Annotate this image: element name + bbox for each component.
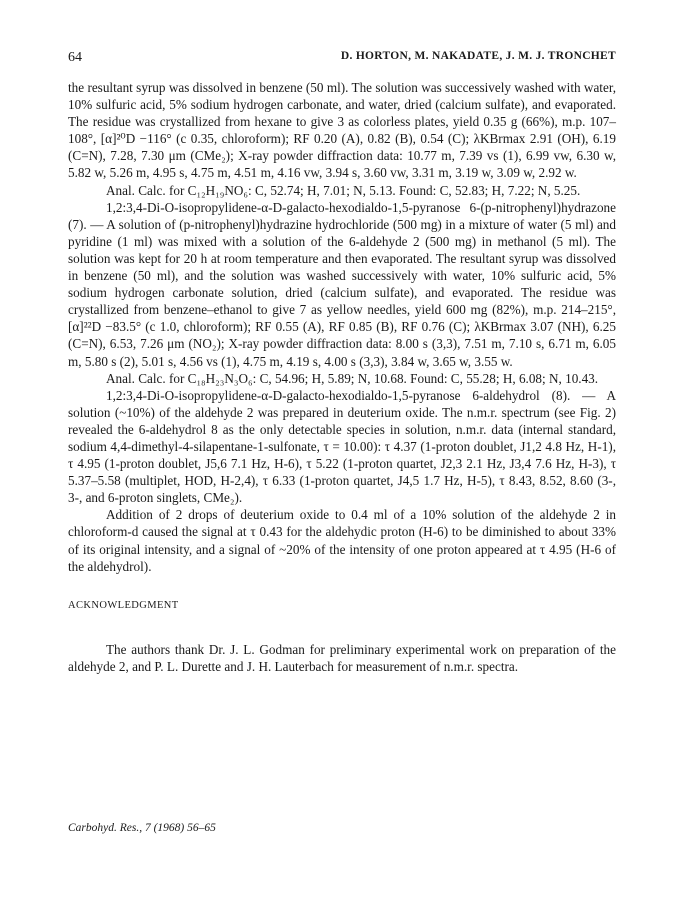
journal-citation-footer: Carbohyd. Res., 7 (1968) 56–65: [68, 822, 216, 834]
paragraph-analysis-7: Anal. Calc. for C₁₈H₂₃N₃O₆: C, 54.96; H, 5.89; N, 10.68. Found: C, 55.28; H, 6.08; N, 10.43.: [106, 370, 599, 386]
page-header: [68, 50, 616, 68]
page-number: 64: [68, 50, 82, 65]
paragraph-acknowledgment: The authors thank Dr. J. L. Godman for preliminary experimental work on preparation of the aldehyde 2, and P. L. Durette and J. H. Lauterbach for measurement of n.m.r. spectra.: [68, 641, 616, 674]
paragraph-hydrazone-7: 1,2:3,4-Di-O-isopropylidene-α-D-galacto-hexodialdo-1,5-pyranose 6-(p-nitrophenyl)hydrazone (7). — A solution of (p-nitrophenyl)hydrazine hydrochloride (500 mg) in a mixture of water (5 ml) and pyridine (1 ml) was mixed with a solution of the 6-aldehyde 2 (500 mg) in methanol (5 ml). The solution was kept for 20 h at room temperature and then evaporated. The resultant syrup was dissolved in benzene (50 ml), and the solution was washed successively with water, 10% sulfuric acid, 5% sodium hydrogen carbonate solution, dried (calcium sulfate), and evaporated. The residue was crystallized from benzene–ethanol to give 7 as yellow needles, yield 600 mg (82%), m.p. 214–215°, [α]²²D −83.5° (c 1.0, chloroform); RF 0.55 (A), RF 0.85 (B), RF 0.76 (C); λKBrmax 3.07 (NH), 6.25 (C=N), 6.53, 7.26 μm (NO₂); X-ray powder diffraction data: 8.00 s (3,3), 7.51 m, 7.10 s, 6.71 m, 6.05 m, 5.80 s (2), 5.01 s, 4.56 vs (1), 4.75 m, 4.19 s, 4.00 s (3,3), 3.84 w, 3.65 w, 3.55 w.: [68, 199, 616, 369]
paragraph-deuterium-exchange: Addition of 2 drops of deuterium oxide to 0.4 ml of a 10% solution of the aldehyde 2 in chloroform-d caused the signal at τ 0.43 for the aldehydic proton (H-6) to be diminished to about 33% of its original intensity, and a signal of ~20% of the intensity of one proton appeared at τ 4.95 (H-6 of the aldehydrol).: [68, 507, 616, 574]
section-heading-acknowledgment: ACKNOWLEDGMENT: [68, 599, 179, 611]
paragraph-aldehydrol-8: 1,2:3,4-Di-O-isopropylidene-α-D-galacto-hexodialdo-1,5-pyranose 6-aldehydrol (8). — A solution (~10%) of the aldehyde 2 was prepared in deuterium oxide. The n.m.r. spectrum (see Fig. 2) revealed the 6-aldehydrol 8 as the only detectable species in solution, n.m.r. data (internal standard, sodium 4,4-dimethyl-4-silapentane-1-sulfonate, τ = 10.00): τ 4.37 (1-proton doublet, J1,2 4.8 Hz, H-1), τ 4.95 (1-proton doublet, J5,6 7.1 Hz, H-6), τ 5.22 (1-proton quartet, J2,3 2.1 Hz, J3,4 7.6 Hz, H-3), τ 5.37–5.58 (multiplet, HOD, H-2,4), τ 6.33 (1-proton quartet, J4,5 1.7 Hz, H-5), τ 8.43, 8.52, 8.60 (3-, 3-, and 6-proton singlets, CMe₂).: [68, 387, 616, 506]
article-body: [68, 79, 616, 675]
paragraph-synthesis-3-continued: the resultant syrup was dissolved in benzene (50 ml). The solution was successively washed with water, 10% sulfuric acid, 5% sodium hydrogen carbonate, and water, dried (calcium sulfate), and evaporated. The residue was crystallized from hexane to give 3 as colorless plates, yield 0.35 g (66%), m.p. 107–108°, [α]²⁰D −116° (c 0.35, chloroform); RF 0.20 (A), 0.82 (B), 0.54 (C); λKBrmax 2.91 (OH), 6.19 (C=N), 7.28, 7.30 μm (CMe₂); X-ray powder diffraction data: 10.77 m, 7.39 vs (1), 6.99 vw, 6.30 w, 5.82 w, 5.26 m, 4.95 s, 4.75 m, 4.51 m, 4.16 vw, 3.94 s, 3.60 vw, 3.31 m, 3.19 w, 3.09 w, 2.92 w.: [68, 80, 616, 181]
paragraph-analysis-3: Anal. Calc. for C₁₂H₁₉NO₆: C, 52.74; H, 7.01; N, 5.13. Found: C, 52.83; H, 7.22; N, 5.25.: [106, 182, 581, 198]
running-head-authors: D. HORTON, M. NAKADATE, J. M. J. TRONCHET: [340, 50, 616, 62]
